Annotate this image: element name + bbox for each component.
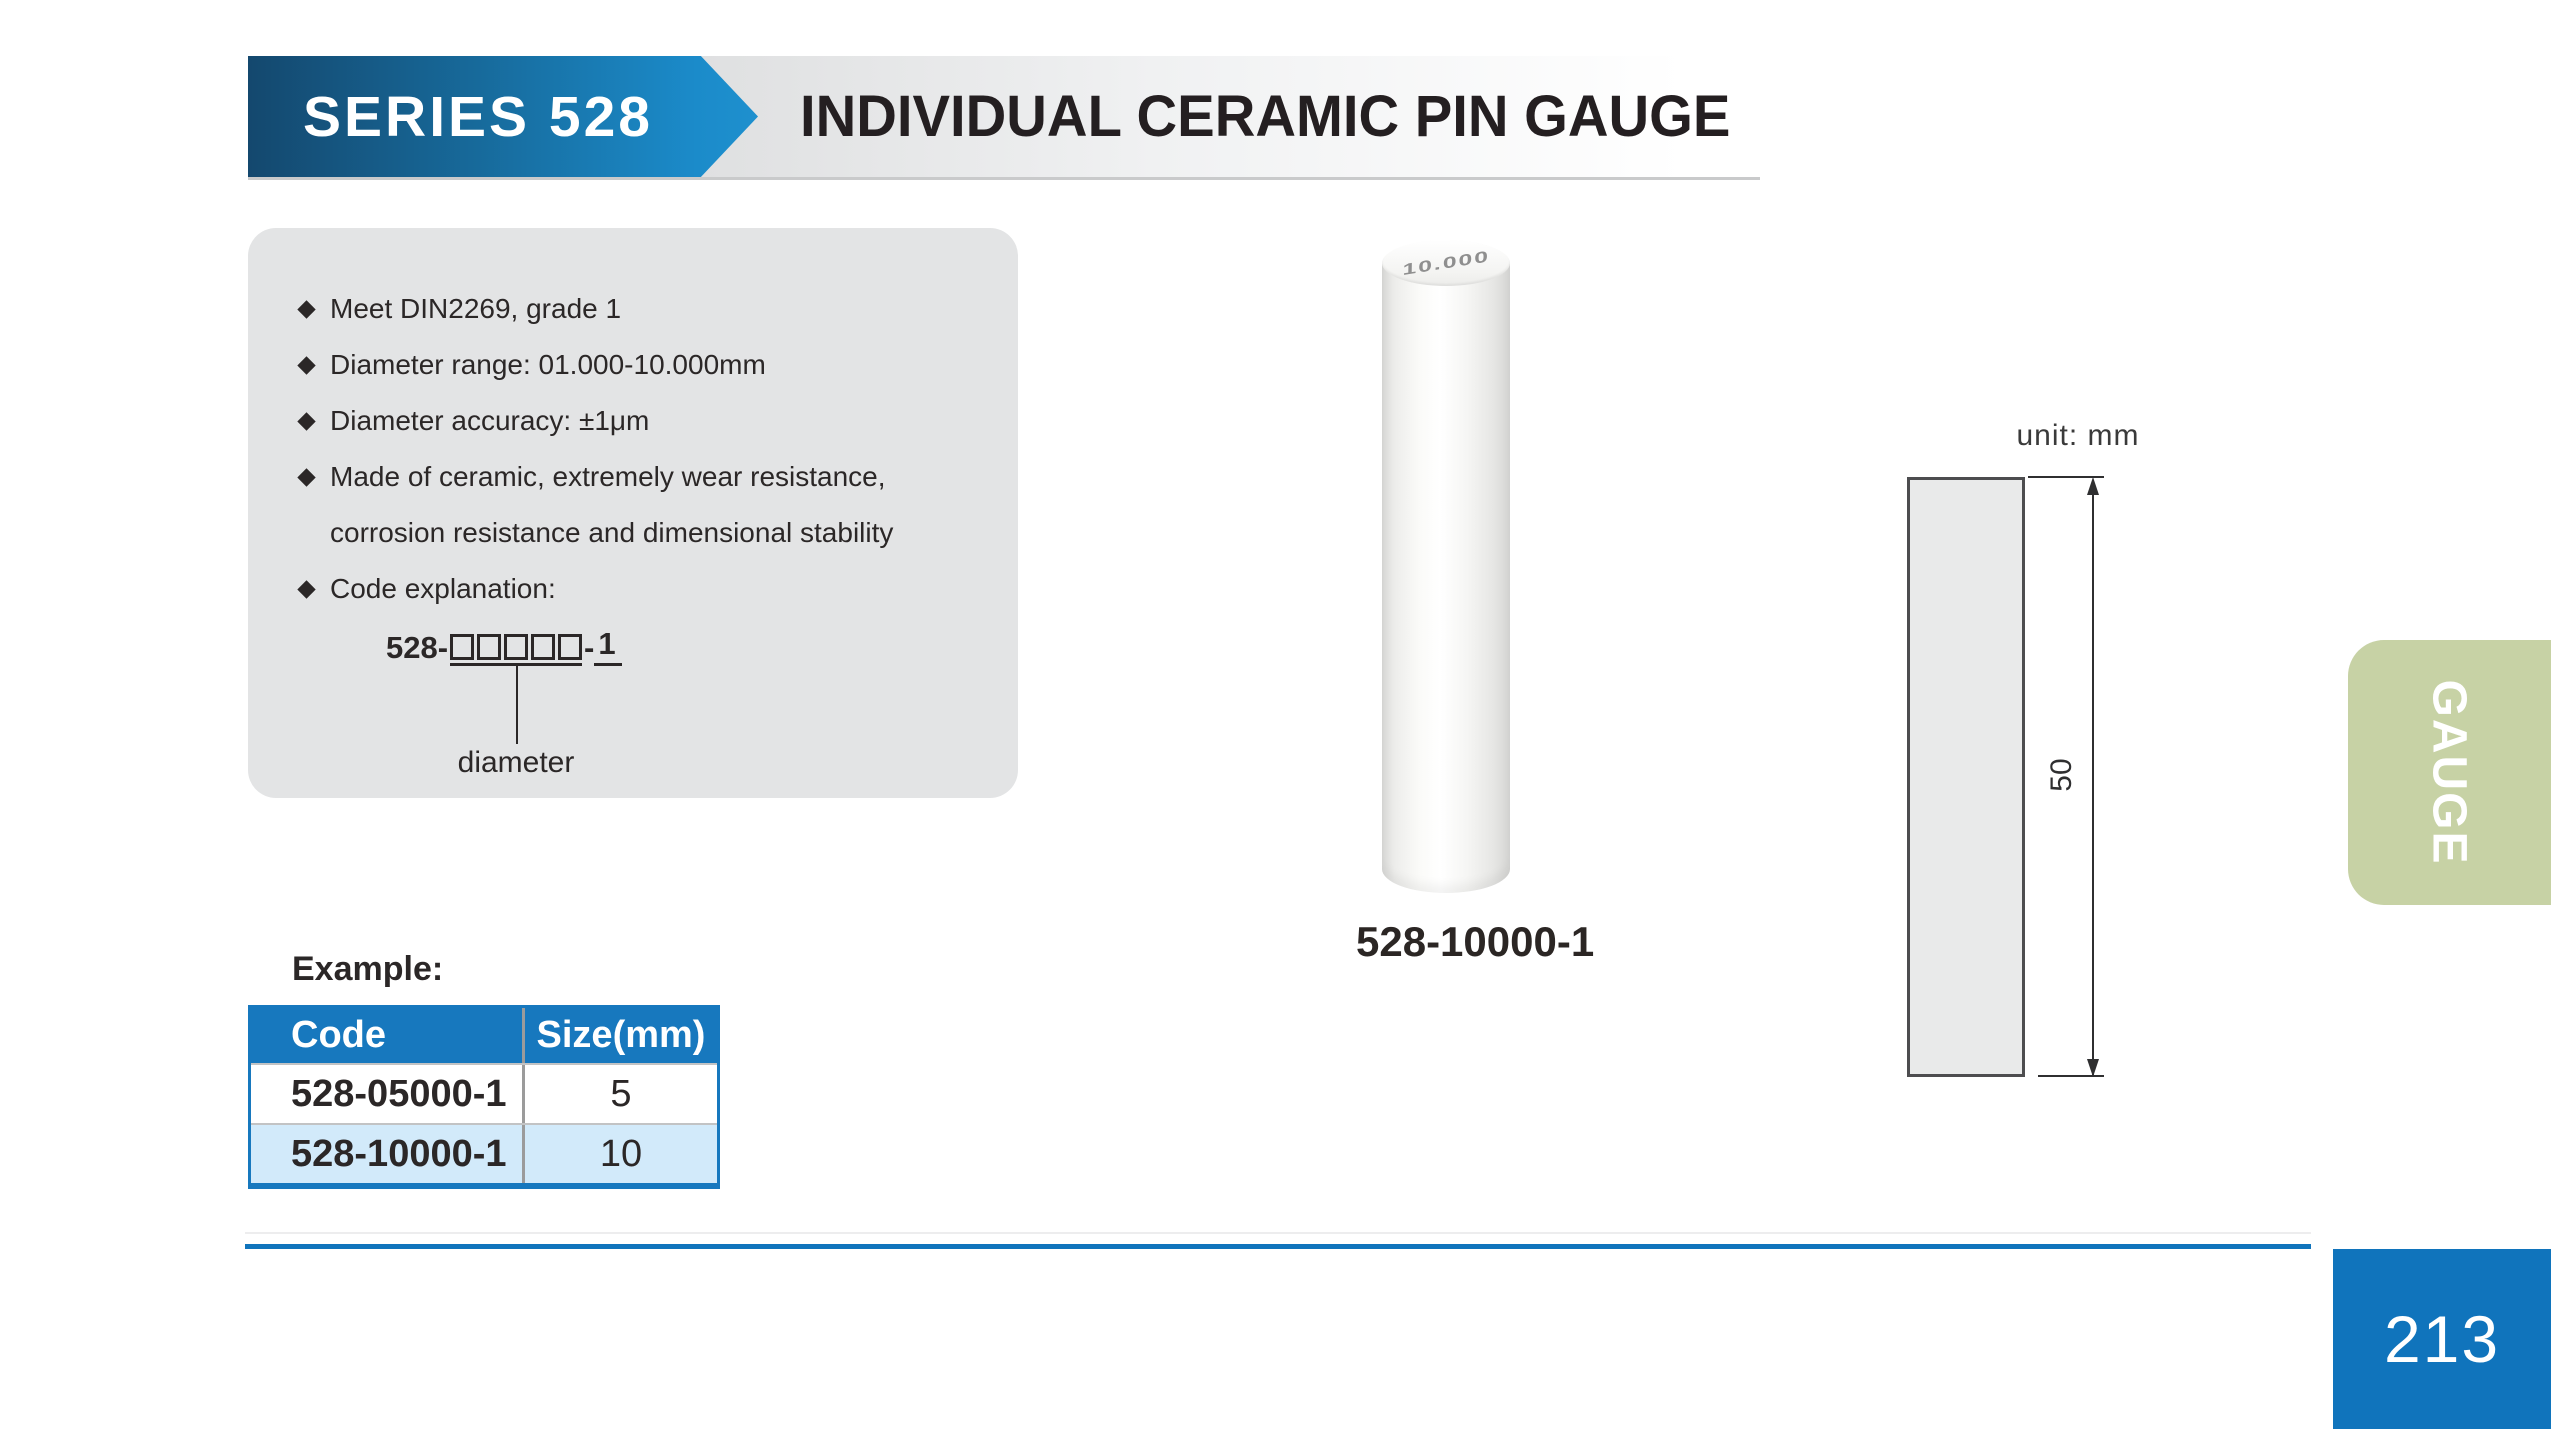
code-prefix: 528- xyxy=(386,630,449,665)
feature-item xyxy=(300,561,893,617)
dimension-arrow-down-icon xyxy=(2087,1059,2099,1077)
diamond-bullet-icon xyxy=(297,468,315,486)
code-pattern xyxy=(386,626,622,666)
feature-text: corrosion resistance and dimensional stability xyxy=(330,517,894,548)
feature-text: Code explanation: xyxy=(330,573,556,604)
diamond-bullet-icon xyxy=(297,356,315,374)
feature-item xyxy=(300,393,893,449)
code-digit-box xyxy=(558,634,582,660)
table-header-code: Code xyxy=(291,1014,386,1056)
table-header-row xyxy=(251,1008,717,1063)
table-cell-code: 528-10000-1 xyxy=(291,1132,507,1175)
example-label: Example: xyxy=(292,950,444,988)
table-header-size: Size(mm) xyxy=(522,1008,717,1063)
footer-blue-rule xyxy=(245,1244,2311,1249)
features-box xyxy=(248,228,1018,798)
feature-text: Diameter range: 01.000-10.000mm xyxy=(330,349,766,380)
code-digit-box xyxy=(477,634,501,660)
gauge-tab-label: GAUGE xyxy=(2422,679,2476,866)
code-suffix-digit: 1 xyxy=(594,626,621,666)
diamond-bullet-icon xyxy=(297,412,315,430)
diameter-label: diameter xyxy=(457,746,575,779)
gauge-section-tab xyxy=(2348,640,2551,905)
table-row xyxy=(251,1123,717,1183)
feature-text: Diameter accuracy: ±1μm xyxy=(330,405,650,436)
table-cell-code: 528-05000-1 xyxy=(291,1072,507,1115)
pin-top-marking: 10.000 xyxy=(1402,246,1490,279)
feature-item xyxy=(300,281,893,337)
feature-item xyxy=(300,337,893,393)
pin-gauge-photo xyxy=(1382,240,1510,893)
page-title: INDIVIDUAL CERAMIC PIN GAUGE xyxy=(800,84,1731,149)
example-table xyxy=(248,1005,720,1189)
diamond-bullet-icon xyxy=(297,580,315,598)
footer-faint-rule xyxy=(245,1232,2311,1234)
feature-item xyxy=(300,449,893,505)
feature-text: Meet DIN2269, grade 1 xyxy=(330,293,622,324)
dimension-arrow-up-icon xyxy=(2087,477,2099,495)
diamond-bullet-icon xyxy=(297,300,315,318)
dimension-line xyxy=(2092,482,2094,1075)
code-digit-box xyxy=(450,634,474,660)
code-digit-box xyxy=(531,634,555,660)
dimension-value: 50 xyxy=(2045,758,2078,792)
series-label: SERIES 528 xyxy=(303,84,654,149)
code-digit-boxes xyxy=(450,634,582,666)
photo-caption: 528-10000-1 xyxy=(1356,918,1595,965)
drawing-pin-outline xyxy=(1907,477,2025,1077)
page-number-box xyxy=(2333,1249,2551,1429)
table-row xyxy=(251,1063,717,1123)
table-cell-size: 5 xyxy=(522,1065,717,1123)
unit-label: unit: mm xyxy=(2016,419,2140,452)
page-number: 213 xyxy=(2383,1302,2501,1376)
feature-item-continuation xyxy=(300,505,893,561)
feature-text: Made of ceramic, extremely wear resistance, xyxy=(330,461,886,492)
table-cell-size: 10 xyxy=(522,1125,717,1183)
pin-gauge-top-face xyxy=(1382,240,1510,286)
features-list xyxy=(300,281,893,617)
diameter-pointer-line xyxy=(516,664,518,744)
code-suffix-dash: - xyxy=(584,630,595,665)
code-digit-box xyxy=(504,634,528,660)
